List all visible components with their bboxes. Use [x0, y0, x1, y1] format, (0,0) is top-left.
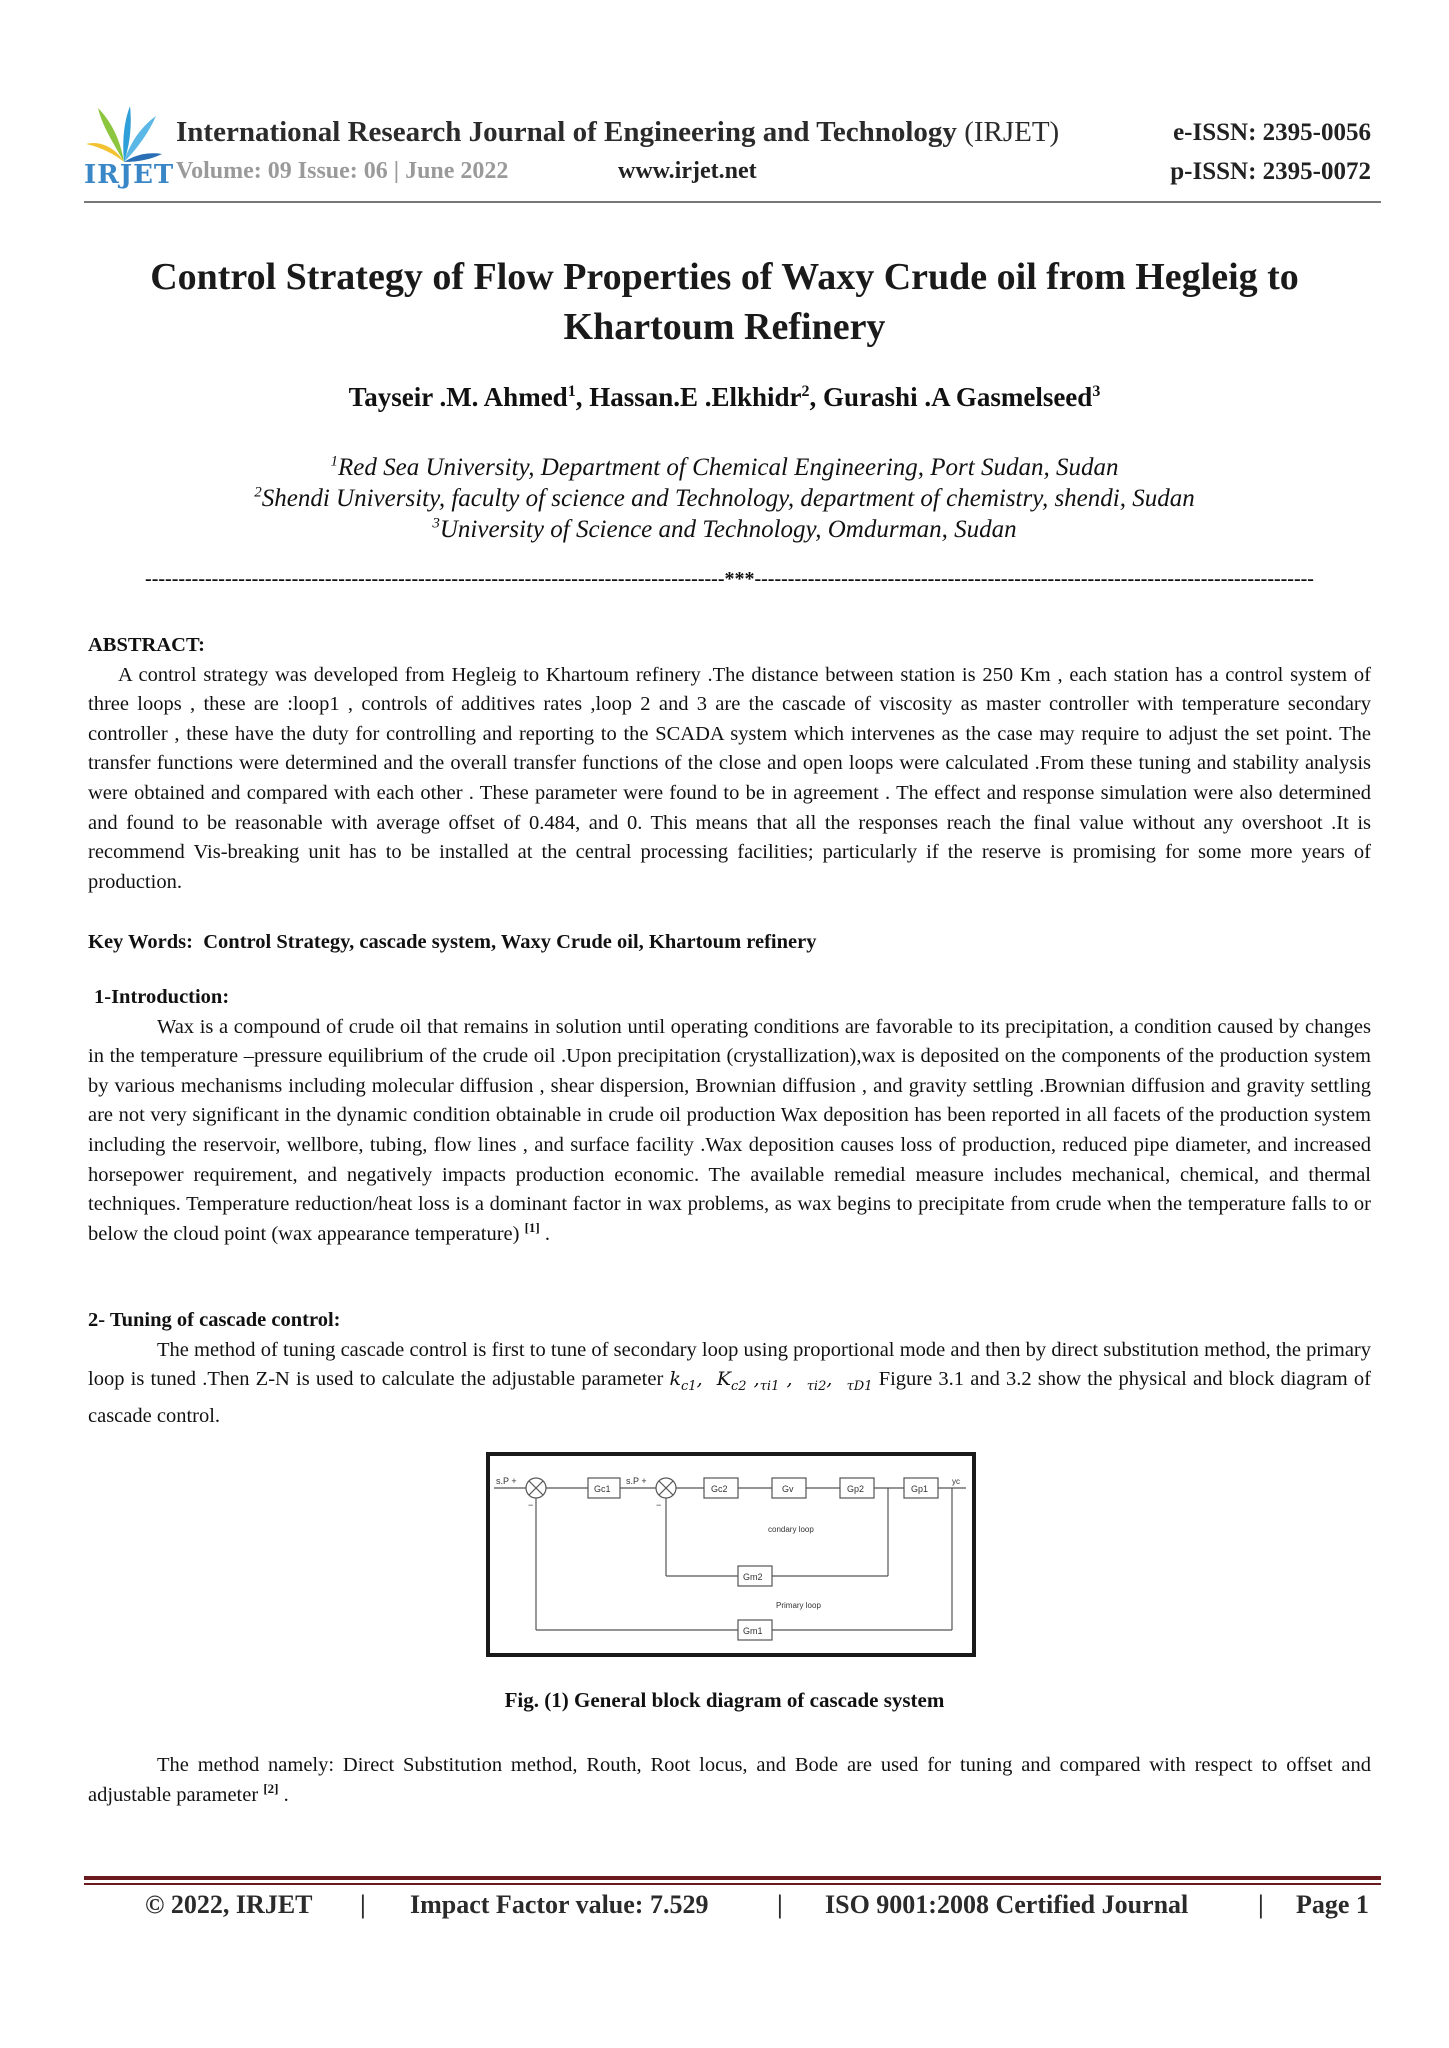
volume-issue: Volume: 09 Issue: 06 | June 2022 [176, 158, 509, 184]
secondary-loop-label: condary loop [768, 1525, 814, 1534]
author-name: Hassan.E .Elkhidr [589, 382, 802, 412]
header-divider [84, 201, 1381, 203]
journal-abbr: (IRJET) [964, 116, 1060, 148]
setpoint-label-2: s.P + [626, 1476, 647, 1486]
author-sup: 2 [801, 383, 810, 400]
block-gp1: Gp1 [911, 1484, 929, 1494]
eissn: e-ISSN: 2395-0056 [1173, 119, 1371, 146]
figure-caption: Fig. (1) General block diagram of cascade system [504, 1688, 945, 1712]
footer-copyright: © 2022, IRJET [145, 1890, 313, 1919]
irjet-leaf-icon [84, 104, 164, 164]
tuning-body-end: Figure 3.1 and 3.2 show the physical and block diagram of cascade control. [88, 1368, 1371, 1427]
citation-ref: [1] [524, 1219, 540, 1235]
pissn: p-ISSN: 2395-0072 [1170, 158, 1371, 185]
author-name: Tayseir .M. Ahmed [348, 382, 568, 412]
tuning-body: The method of tuning cascade control is first to tune of secondary loop using proportional mode and then by direct substitution method, the primary loop is tuned .Then Z-N is used to calculate the adjustable parameter [88, 1338, 1371, 1391]
title-line-1: Control Strategy of Flow Properties of Waxy Crude oil from Hegleig to [150, 256, 1299, 298]
primary-loop-label: Primary loop [776, 1601, 821, 1610]
keywords-section [88, 928, 1371, 958]
affiliation-1 [60, 452, 1389, 483]
footer-page-number: Page 1 [1296, 1890, 1369, 1919]
introduction-section [88, 983, 1371, 1249]
tuning-parameters: $k_{c1}$, $K_{c2}$ $,_{\tau i1}$ , $_{\tau i2}$, $_{\tau D1}$ [669, 1368, 873, 1394]
journal-website: www.irjet.net [618, 158, 757, 184]
author-sup: 1 [567, 383, 576, 400]
methods-body: The method namely: Direct Substitution method, Routh, Root locus, and Bode are used for tuning and compared with respect to offset and adjustable parameter [88, 1754, 1371, 1806]
footer-separator: | [1258, 1890, 1264, 1919]
block-gp2: Gp2 [847, 1484, 865, 1494]
citation-ref: [2] [263, 1780, 279, 1796]
affil-text: Shendi University, faculty of science and Technology, department of chemistry, shendi, Sudan [261, 485, 1195, 512]
output-label: yc [952, 1477, 960, 1486]
block-diagram-svg [490, 1456, 972, 1653]
affiliation-3 [60, 514, 1389, 545]
abstract-heading: ABSTRACT: [88, 634, 205, 656]
sentence-end: . [544, 1222, 550, 1245]
tuning-section [88, 1306, 1371, 1431]
block-gm1: Gm1 [743, 1626, 763, 1636]
footer-impact-factor: Impact Factor value: 7.529 [410, 1890, 709, 1919]
introduction-heading: 1-Introduction: [94, 986, 230, 1008]
affil-text: Red Sea University, Department of Chemical Engineering, Port Sudan, Sudan [338, 454, 1119, 481]
footer-rule [84, 1876, 1381, 1880]
abstract-text: A control strategy was developed from Hegleig to Khartoum refinery .The distance between station is 250 Km , each station has a control system of three loops , these are :loop1 , controls of additives rates ,loop 2 and 3 are the cascade of viscosity as master controller with temperature secondary controller , these have the duty for controlling and reporting to the SCADA system which intervenes as the case may require to adjust the set point. The transfer functions were determined and the overall transfer functions of the close and open loops were calculated .From these tuning and stability analysis were obtained and compared with each other . These parameter were found to be in agreement . The effect and response simulation were also determined and found to be reasonable with average offset of 0.484, and 0. This means that all the responses reach the final value without any overshoot .It is recommend Vis-breaking unit has to be installed at the central processing facilities; particularly if the reserve is promising for some more years of production. [88, 663, 1371, 893]
introduction-body: Wax is a compound of crude oil that remains in solution until operating conditions are favorable to its precipitation, a condition caused by changes in the temperature –pressure equilibrium of the crude oil .Upon precipitation (crystallization),wax is deposited on the components of the production system by various mechanisms including molecular diffusion , shear dispersion, Brownian diffusion , and gravity settling .Brownian diffusion and gravity settling are not very significant in the dynamic condition obtainable in crude oil production Wax deposition has been reported in all facets of the production system including the reservoir, wellbore, tubing, flow lines , and surface facility .Wax deposition causes loss of production, reduced pipe diameter, and increased horsepower requirement, and negatively impacts production economic. The available remedial measure includes mechanical, chemical, and thermal techniques. Temperature reduction/heat loss is a dominant factor in wax problems, as wax begins to precipitate from crude when the temperature falls to or below the cloud point (wax appearance temperature) [88, 1015, 1371, 1245]
footer-rule-thin [84, 1883, 1381, 1885]
author-list: Tayseir .M. Ahmed$^1$, Hassan.E .Elkhidr$^2$, Gurashi .A Gasmelseed$^3$ [348, 382, 1101, 412]
logo-text: IRJET [84, 160, 175, 190]
affil-text: University of Science and Technology, Omdurman, Sudan [439, 516, 1017, 543]
author-name: Gurashi .A Gasmelseed [823, 382, 1093, 412]
section-separator: ---------------------------------------------------------------------------------------***------------------------------------------------------------------------------------ [145, 568, 1314, 590]
affiliation-2 [60, 483, 1389, 514]
affil-sup: 3 [432, 515, 440, 532]
affiliations [60, 452, 1389, 545]
title-line-2: Khartoum Refinery [563, 306, 886, 348]
keywords-text: Control Strategy, cascade system, Waxy Crude oil, Khartoum refinery [203, 931, 817, 953]
tuning-text [88, 1336, 1371, 1432]
block-gc2: Gc2 [711, 1484, 728, 1494]
minus-sign-2: − [656, 1500, 662, 1510]
minus-sign-1: − [528, 1500, 534, 1510]
paper-title [60, 252, 1389, 352]
footer-separator: | [777, 1890, 783, 1919]
affil-sup: 2 [254, 484, 262, 501]
methods-text [88, 1751, 1371, 1810]
footer-iso: ISO 9001:2008 Certified Journal [825, 1890, 1189, 1919]
tuning-heading: 2- Tuning of cascade control: [88, 1309, 341, 1331]
block-gc1: Gc1 [594, 1484, 611, 1494]
keywords-label: Key Words: [88, 931, 193, 953]
author-sup: 3 [1092, 383, 1101, 400]
footer-separator: | [360, 1890, 366, 1919]
sentence-end: . [283, 1783, 289, 1806]
abstract-section [88, 631, 1371, 897]
block-gv: Gv [782, 1484, 794, 1494]
setpoint-label-1: s.P + [496, 1476, 517, 1486]
block-gm2: Gm2 [743, 1572, 763, 1582]
journal-full-name: International Research Journal of Engineering and Technology [176, 116, 957, 148]
journal-name [176, 116, 1059, 149]
affil-sup: 1 [330, 453, 339, 470]
introduction-text [88, 1013, 1371, 1250]
cascade-block-diagram [486, 1452, 976, 1657]
methods-paragraph [88, 1751, 1371, 1810]
